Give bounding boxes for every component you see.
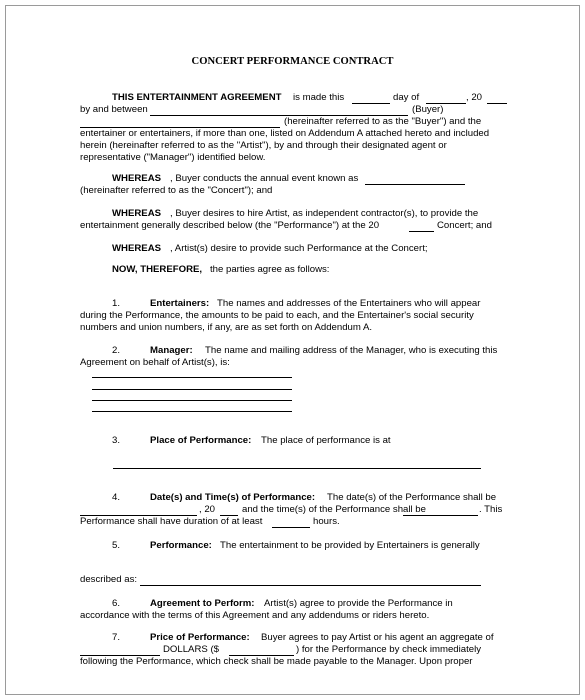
section-number: 5. — [112, 540, 121, 551]
section-text: following the Performance, which check shall be made payable to the Manager. Upon proper — [80, 656, 473, 667]
section-number: 3. — [112, 435, 121, 446]
whereas-text: entertainment generally described below (the "Performance") at the 20 — [80, 220, 380, 231]
whereas-keyword: WHEREAS — [112, 243, 162, 254]
now-therefore-keyword: NOW, THEREFORE, — [112, 264, 203, 275]
intro-keyword: THIS ENTERTAINMENT AGREEMENT — [112, 92, 282, 103]
section-heading: Date(s) and Time(s) of Performance: — [150, 492, 316, 503]
whereas-keyword: WHEREAS — [112, 208, 162, 219]
intro-text: representative ("Manager") identified below. — [80, 152, 266, 163]
section-text: The names and addresses of the Entertainers who will appear — [217, 298, 481, 309]
intro-text: , 20 — [466, 92, 483, 103]
section-text: Performance shall have duration of at least — [80, 516, 263, 527]
time-blank — [403, 515, 478, 516]
section-text: The entertainment to be provided by Entertainers is generally — [220, 540, 480, 551]
section-heading: Performance: — [150, 540, 212, 551]
section-heading: Entertainers: — [150, 298, 210, 309]
manager-address-blank — [92, 411, 292, 412]
section-text: Agreement on behalf of Artist(s), is: — [80, 357, 230, 368]
section-text: accordance with the terms of this Agreement and any addendums or riders hereto. — [80, 610, 430, 621]
section-text: and the time(s) of the Performance shall be — [242, 504, 426, 515]
intro-text: herein (hereinafter referred to as the "Artist"), by and through their designated agent or — [80, 140, 447, 151]
whereas-keyword: WHEREAS — [112, 173, 162, 184]
manager-address-blank — [92, 389, 292, 390]
section-number: 7. — [112, 632, 121, 643]
intro-text: is made this — [293, 92, 345, 103]
intro-text: (Buyer) — [412, 104, 444, 115]
concert-year-blank — [409, 231, 434, 232]
section-text: The name and mailing address of the Manager, who is executing this — [205, 345, 498, 356]
section-heading: Price of Performance: — [150, 632, 250, 643]
section-text: numbers and union numbers, if any, are as set forth on Addendum A. — [80, 322, 373, 333]
day-blank — [352, 103, 390, 104]
intro-text: (hereinafter referred to as the "Buyer") and the — [284, 116, 482, 127]
duration-blank — [272, 527, 310, 528]
year-blank — [487, 103, 507, 104]
section-text: during the Performance, the amounts to be paid to each, and the Entertainer's social security — [80, 310, 474, 321]
performance-description-blank — [140, 585, 481, 586]
whereas-text: (hereinafter referred to as the "Concert"); and — [80, 185, 273, 196]
section-text: hours. — [313, 516, 340, 527]
section-number: 2. — [112, 345, 121, 356]
document-title: CONCERT PERFORMANCE CONTRACT — [191, 56, 394, 67]
section-text: DOLLARS ($ — [163, 644, 219, 655]
event-name-blank — [365, 184, 465, 185]
place-blank — [113, 468, 481, 469]
section-heading: Agreement to Perform: — [150, 598, 255, 609]
section-text: Buyer agrees to pay Artist or his agent an aggregate of — [261, 632, 494, 643]
whereas-text: , Artist(s) desire to provide such Performance at the Concert; — [170, 243, 428, 254]
intro-text: by and between — [80, 104, 148, 115]
manager-name-blank — [92, 377, 292, 378]
section-number: 6. — [112, 598, 121, 609]
now-therefore-text: the parties agree as follows: — [210, 264, 330, 275]
section-text: The place of performance is at — [261, 435, 391, 446]
manager-address-blank — [92, 400, 292, 401]
section-heading: Place of Performance: — [150, 435, 252, 446]
section-number: 4. — [112, 492, 121, 503]
intro-text: entertainer or entertainers, if more than one, listed on Addendum A attached hereto and included — [80, 128, 490, 139]
section-number: 1. — [112, 298, 121, 309]
intro-text: day of — [393, 92, 420, 103]
whereas-text: , Buyer conducts the annual event known as — [170, 173, 359, 184]
whereas-text: Concert; and — [437, 220, 492, 231]
section-text: ) for the Performance by check immediately — [296, 644, 482, 655]
section-text: described as: — [80, 574, 138, 585]
section-text: The date(s) of the Performance shall be — [327, 492, 497, 503]
whereas-text: , Buyer desires to hire Artist, as independent contractor(s), to provide the — [170, 208, 479, 219]
section-text: . This — [479, 504, 503, 515]
section-heading: Manager: — [150, 345, 193, 356]
section-text: , 20 — [199, 504, 216, 515]
section-text: Artist(s) agree to provide the Performance in — [264, 598, 453, 609]
